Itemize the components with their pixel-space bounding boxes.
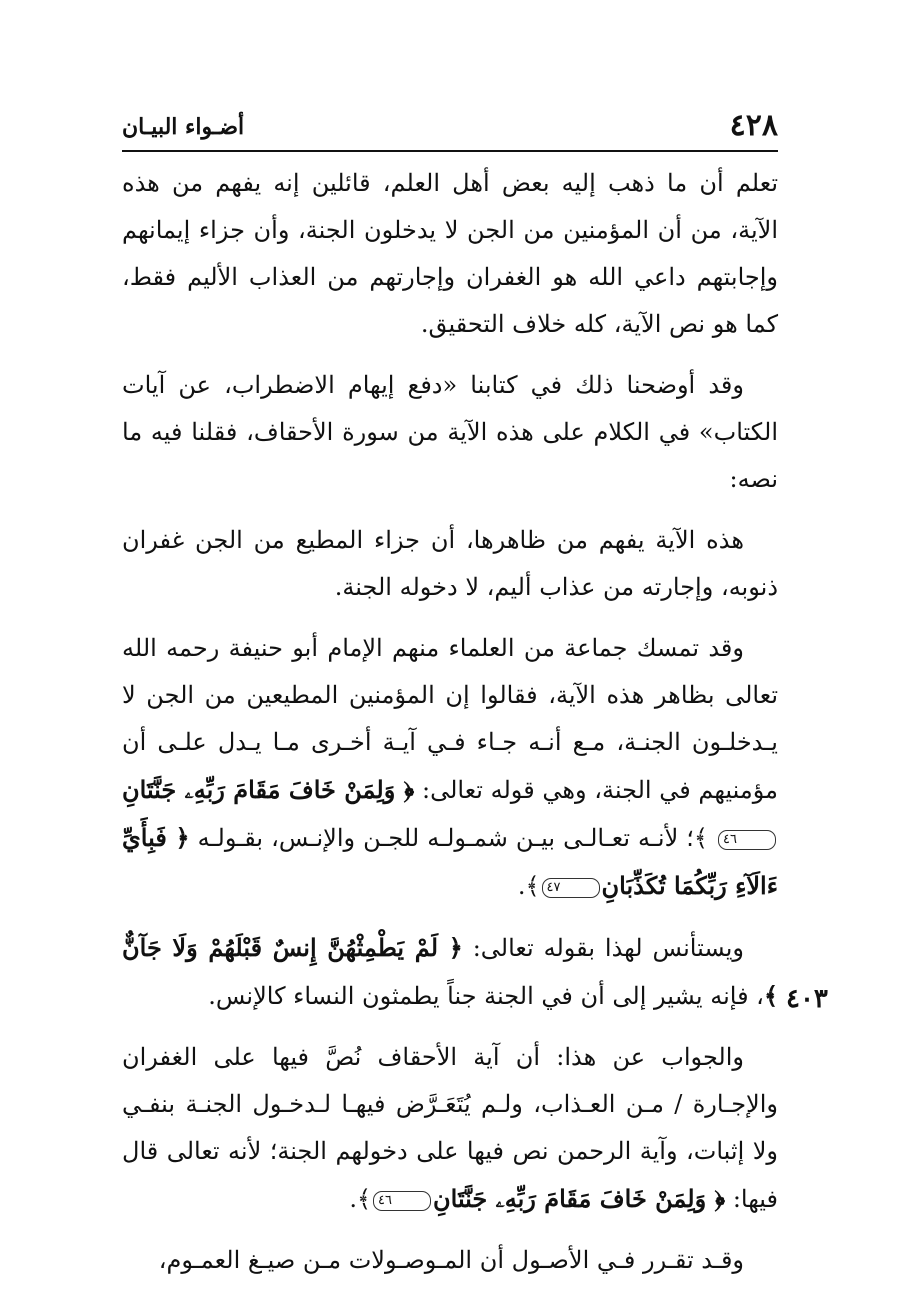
paragraph-6 — [122, 1034, 778, 1223]
paragraph-6-text-b: ﴾. — [349, 1185, 372, 1213]
page-number: ٤٢٨ — [729, 108, 778, 143]
page-header — [122, 108, 778, 148]
verse-number-1: ٤٦ — [718, 830, 776, 850]
paragraph-2: وقد أوضحنا ذلك في كتابنا «دفع إيهام الاضطراب، عن آيات الكتاب» في الكلام على هذه الآية من سورة الأحقاف، فقلنا فيه ما نصه: — [122, 371, 778, 493]
paragraph-5-text-a: ويستأنس لهذا بقوله تعالى: — [472, 934, 744, 962]
quran-verse-3: ﴿ لَمْ يَطْمِثْهُنَّ إِنسٌ قَبْلَهُمْ وَلَا جَآنٌّ ﴾ — [122, 933, 778, 1010]
paragraph-5-text-b: ، فإنه يشير إلى أن في الجنة جناً يطمثون النساء كالإنس. — [208, 982, 764, 1010]
paragraph-6-text-a: والجواب عن هذا: أن آية الأحقاف نُصَّ فيها على الغفران والإجـارة / مـن العـذاب، ولـم يُتَعَـرَّض فيهـا لـدخـول الجنـة بنفـي ولا إثبات، وآية الرحمن نص فيها على دخولهم الجنة؛ لأنه تعالى قال فيها: — [122, 1043, 778, 1213]
paragraph-4-text-b: ﴾؛ لأنـه تعـالـى بيـن شمـولـه للجـن والإنـس، بقـولـه — [197, 824, 708, 852]
verse-number-4: ٤٦ — [373, 1191, 431, 1211]
body-text — [122, 160, 778, 1298]
quran-verse-2: ﴿ فَبِأَيِّ ءَالَآءِ رَبِّكُمَا تُكَذِّبَانِ — [122, 823, 778, 900]
running-title: أضـواء البيـان — [122, 114, 245, 140]
paragraph-4 — [122, 625, 778, 910]
margin-page-reference: ٤٠٣ — [786, 984, 828, 1014]
paragraph-5 — [122, 924, 778, 1020]
paragraph-4-text-a: وقد تمسك جماعة من العلماء منهم الإمام أبو حنيفة رحمه الله تعالى بظاهر هذه الآية، فقالوا إن المؤمنين المطيعين من الجن لا يـدخلـون الجنـة، مـع أنـه جـاء فـي آيـة أخـرى مـا يـدل علـى أن مؤمنيهم في الجنة، وهي قوله تعالى: — [122, 634, 779, 804]
paragraph-3: هذه الآية يفهم من ظاهرها، أن جزاء المطيع من الجن غفران ذنوبه، وإجارته من عذاب أليم، لا دخوله الجنة. — [122, 526, 778, 601]
paragraph-4-text-c: ﴾. — [517, 872, 540, 900]
quran-verse-4: ﴿ وَلِمَنْ خَافَ مَقَامَ رَبِّهِۦ جَنَّتَانِ — [433, 1184, 726, 1213]
paragraph-1: تعلم أن ما ذهب إليه بعض أهل العلم، قائلين إنه يفهم من هذه الآية، من أن المؤمنين من الجن لا يدخلون الجنة، وأن جزاء إيمانهم وإجابتهم داعي الله هو الغفران وإجارتهم من العذاب الأليم فقط، كما هو نص الآية، كله خلاف التحقيق. — [122, 169, 778, 338]
quran-verse-1: ﴿ وَلِمَنْ خَافَ مَقَامَ رَبِّهِۦ جَنَّتَانِ — [122, 775, 415, 804]
paragraph-7: وقـد تقـرر فـي الأصـول أن المـوصـولات مـن صيـغ العمـوم، — [158, 1246, 744, 1274]
verse-number-2: ٤٧ — [542, 878, 600, 898]
header-rule — [122, 150, 778, 152]
